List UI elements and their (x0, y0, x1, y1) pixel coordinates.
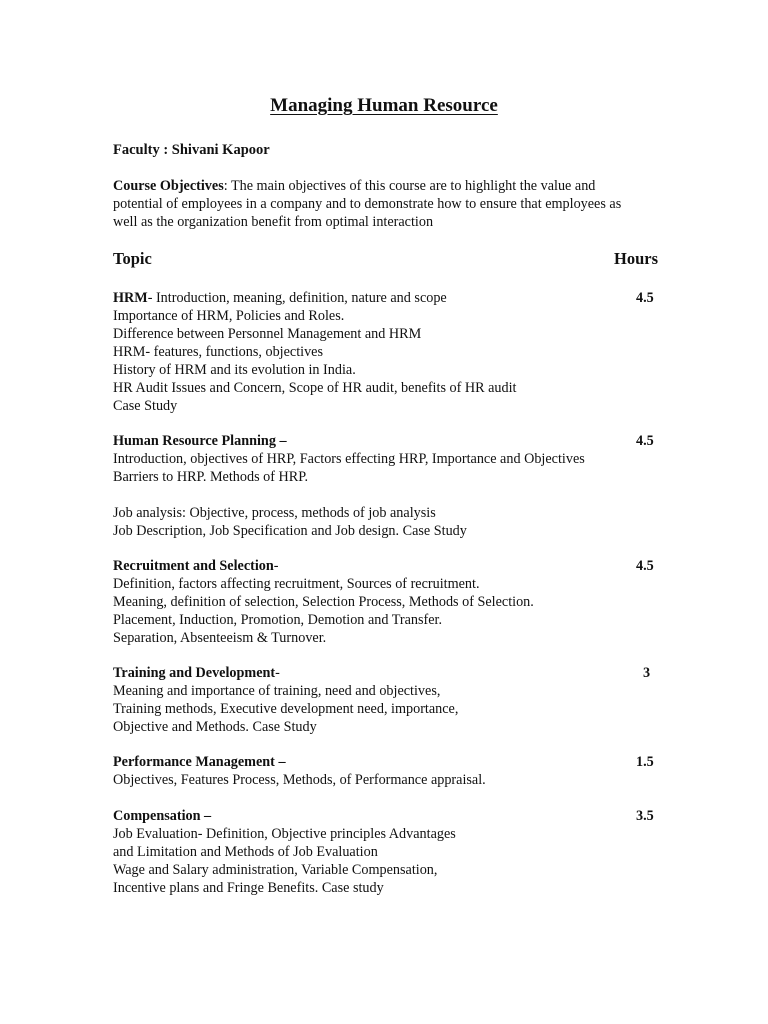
section-heading: Training and Development (113, 665, 276, 681)
section-line: History of HRM and its evolution in India. (113, 362, 356, 378)
section-heading-rest: - (275, 665, 280, 681)
section-line: Training methods, Executive development need, importance, (113, 701, 459, 717)
section-line: HRM- features, functions, objectives (113, 344, 323, 360)
section-line: Job analysis: Objective, process, methods of job analysis (113, 505, 436, 521)
section-hours: 4.5 (636, 558, 654, 574)
section-line: Case Study (113, 398, 178, 414)
objectives-text: : The main objectives of this course are to highlight the value and (223, 178, 596, 194)
section-heading: HRM (113, 290, 148, 306)
section-line: HR Audit Issues and Concern, Scope of HR audit, benefits of HR audit (113, 380, 517, 396)
section-hours: 3 (643, 665, 651, 681)
section-hours: 3.5 (636, 808, 654, 824)
section-hrm (113, 289, 658, 415)
objectives-line-3: well as the organization benefit from optimal interaction (113, 214, 434, 230)
section-line (113, 486, 658, 504)
hours-header: Hours (613, 249, 658, 268)
section-line: Meaning and importance of training, need and objectives, (113, 683, 441, 699)
section-heading: Human Resource Planning – (113, 433, 287, 449)
section-heading: Recruitment and Selection (113, 558, 274, 574)
section-line: Meaning, definition of selection, Selection Process, Methods of Selection. (113, 594, 534, 610)
section-heading: Performance Management – (113, 754, 286, 770)
faculty-line: Faculty : Shivani Kapoor (113, 142, 270, 158)
section-hours: 1.5 (636, 754, 654, 770)
section-line: Objectives, Features Process, Methods, of Performance appraisal. (113, 772, 486, 788)
section-performance (113, 753, 658, 789)
section-compensation (113, 807, 658, 897)
page-title (0, 94, 768, 118)
section-hours: 4.5 (636, 290, 654, 306)
section-heading-rest: - Introduction, meaning, definition, nature and scope (147, 290, 447, 306)
section-heading: Compensation – (113, 808, 212, 824)
section-training (113, 664, 658, 736)
title-text: Managing Human Resource (270, 95, 498, 116)
section-line: Placement, Induction, Promotion, Demotion and Transfer. (113, 612, 443, 628)
section-line: Job Evaluation- Definition, Objective principles Advantages (113, 826, 456, 842)
section-hrp (113, 432, 658, 540)
section-line: Incentive plans and Fringe Benefits. Case study (113, 880, 384, 896)
section-line: Separation, Absenteeism & Turnover. (113, 630, 327, 646)
section-hours: 4.5 (636, 433, 654, 449)
section-line: Wage and Salary administration, Variable Compensation, (113, 862, 438, 878)
topic-header: Topic (113, 249, 152, 268)
section-line: and Limitation and Methods of Job Evaluation (113, 844, 378, 860)
section-heading-rest: - (273, 558, 279, 574)
section-line: Definition, factors affecting recruitment, Sources of recruitment. (113, 576, 480, 592)
section-line: Importance of HRM, Policies and Roles. (113, 308, 345, 324)
section-line: Introduction, objectives of HRP, Factors effecting HRP, Importance and Objectives (113, 451, 585, 467)
section-line: Difference between Personnel Management and HRM (113, 326, 422, 342)
section-recruitment (113, 557, 658, 647)
section-line: Job Description, Job Specification and Job design. Case Study (113, 523, 467, 539)
objectives-label: Course Objectives (113, 178, 224, 194)
section-line: Barriers to HRP. Methods of HRP. (113, 469, 309, 485)
course-objectives (113, 177, 658, 231)
objectives-line-2: potential of employees in a company and to demonstrate how to ensure that employees as (113, 196, 622, 212)
section-line: Objective and Methods. Case Study (113, 719, 317, 735)
